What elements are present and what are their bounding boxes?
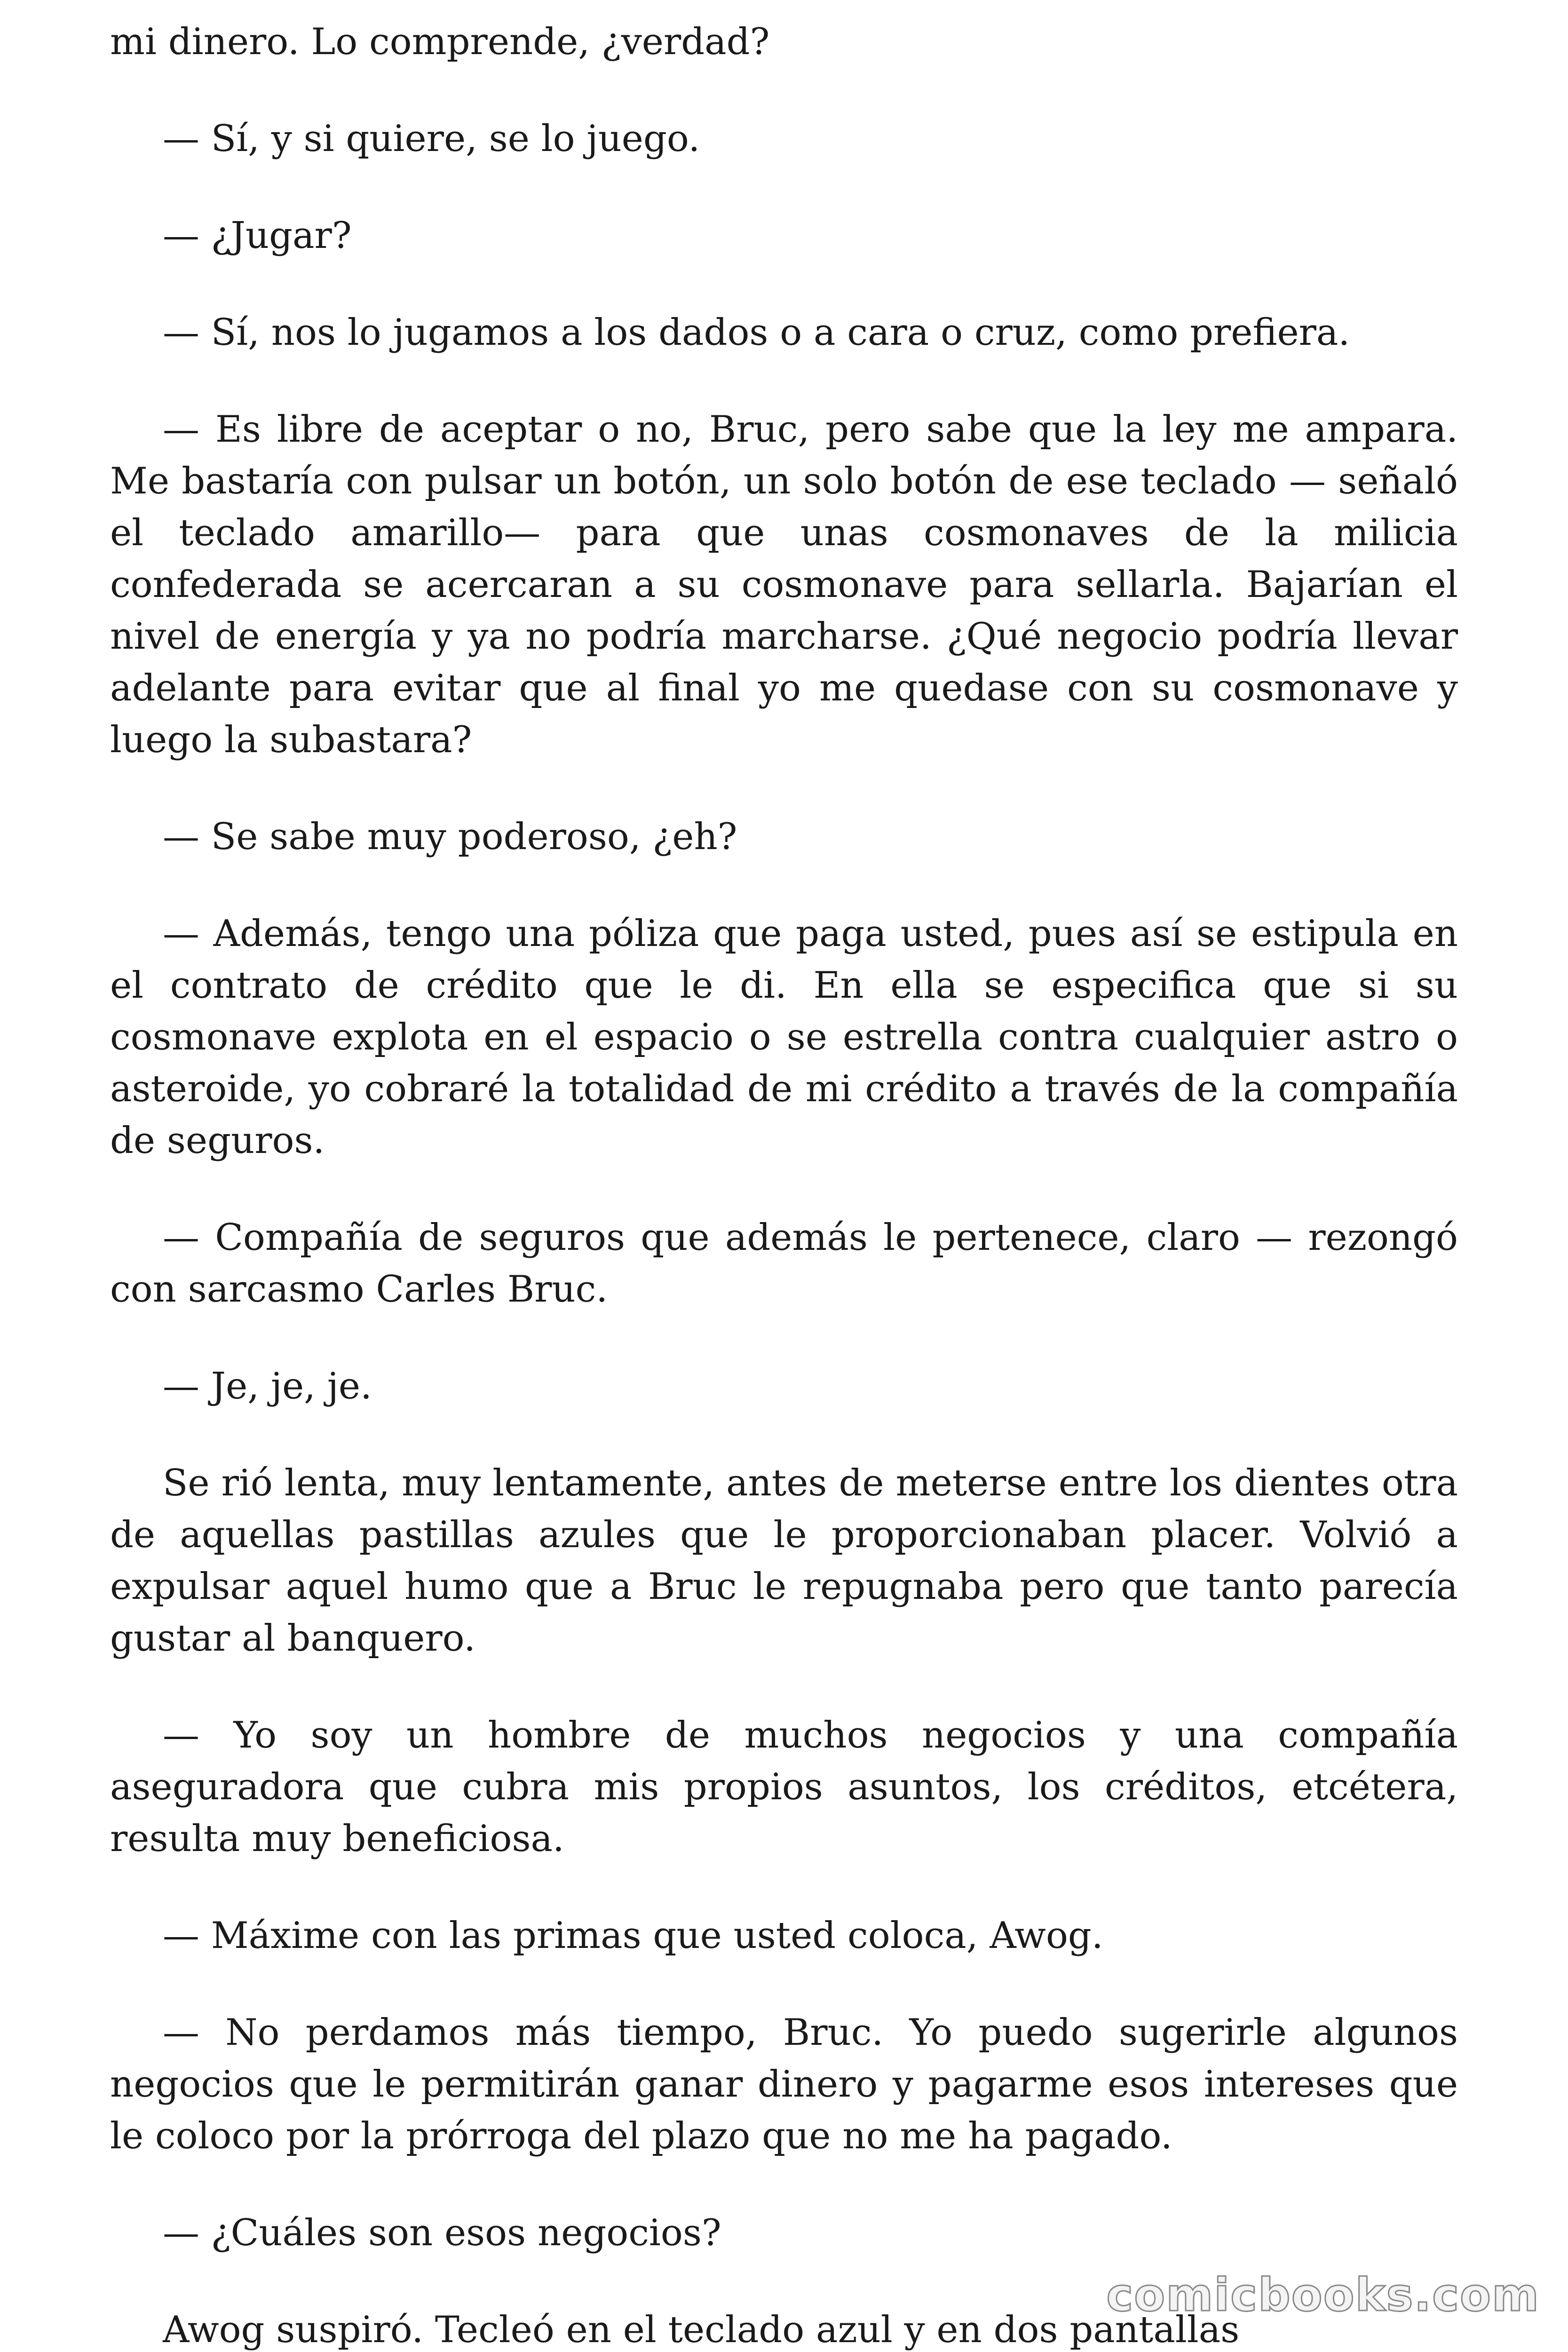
paragraph-11: — Yo soy un hombre de muchos negocios y una compañía aseguradora que cubra mis propios asuntos, los créditos, etcétera, resulta muy beneficiosa. bbox=[110, 1714, 1458, 1860]
watermark-logo: comicbooks.com bbox=[1106, 2269, 1540, 2321]
paragraph-3: — ¿Jugar? bbox=[163, 215, 352, 257]
paragraph-2: — Sí, y si quiere, se lo juego. bbox=[163, 118, 700, 160]
paragraph-15: Awog suspiró. Tecleó en el teclado azul y en dos pantallas bbox=[163, 2309, 1240, 2351]
paragraph-9: — Je, je, je. bbox=[163, 1365, 372, 1407]
paragraph-7: — Además, tengo una póliza que paga usted, pues así se estipula en el contrato de crédito que le di. En ella se especifica que si su cosmonave explota en el espacio o se estrella contra cualquier astro o asteroide, yo cobraré la totalidad de mi crédito a través de la compañía de seguros. bbox=[110, 913, 1458, 1162]
paragraph-5: — Es libre de aceptar o no, Bruc, pero sabe que la ley me ampara. Me bastaría con pulsar un botón, un solo botón de ese teclado — señaló el teclado amarillo— para que unas cosmonaves de la milicia confederada se acercaran a su cosmonave para sellarla. Bajarían el nivel de energía y ya no podría marcharse. ¿Qué negocio podría llevar adelante para evitar que al final yo me quedase con su cosmonave y luego la subastara? bbox=[110, 408, 1458, 761]
paragraph-1: mi dinero. Lo comprende, ¿verdad? bbox=[110, 21, 770, 63]
paragraph-10: Se rió lenta, muy lentamente, antes de meterse entre los dientes otra de aquellas pastillas azules que le proporcionaban placer. Volvió a expulsar aquel humo que a Bruc le repugnaba pero que tanto parecía gustar al banquero. bbox=[110, 1462, 1458, 1660]
paragraph-13: — No perdamos más tiempo, Bruc. Yo puedo sugerirle algunos negocios que le permitirán ganar dinero y pagarme esos intereses que le coloco por la prórroga del plazo que no me ha pagado. bbox=[110, 2011, 1458, 2157]
paragraph-14: — ¿Cuáles son esos negocios? bbox=[163, 2212, 721, 2254]
paragraph-12: — Máxime con las primas que usted coloca, Awog. bbox=[163, 1915, 1103, 1957]
paragraph-6: — Se sabe muy poderoso, ¿eh? bbox=[163, 816, 737, 858]
book-page-text bbox=[110, 16, 1458, 2352]
paragraph-8: — Compañía de seguros que además le pertenece, claro — rezongó con sarcasmo Carles Bruc. bbox=[110, 1216, 1458, 1311]
paragraph-4: — Sí, nos lo jugamos a los dados o a cara o cruz, como prefiera. bbox=[163, 311, 1350, 354]
